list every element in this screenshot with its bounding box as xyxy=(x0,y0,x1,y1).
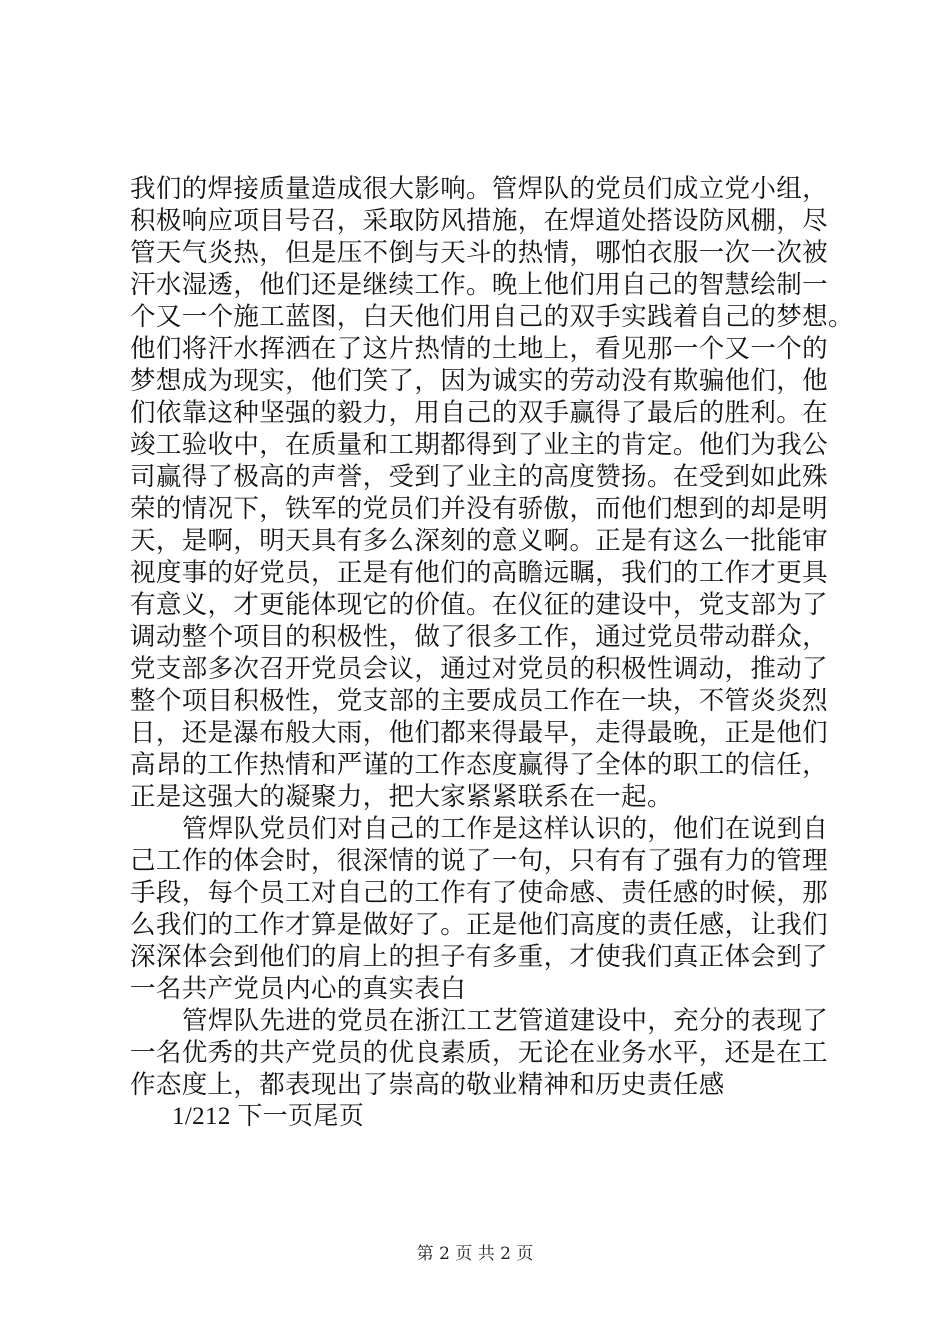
text-line: 我们的焊接质量造成很大影响。管焊队的党员们成立党小组， xyxy=(130,174,828,204)
document-body xyxy=(130,173,890,1133)
text-line: 调动整个项目的积极性，做了很多工作，通过党员带动群众， xyxy=(130,622,828,652)
last-page-link[interactable]: 尾页 xyxy=(313,1103,365,1130)
text-line: 荣的情况下，铁军的党员们并没有骄傲，而他们想到的却是明 xyxy=(130,494,828,524)
text-line: 一名共产党员内心的真实表白 xyxy=(130,974,467,1004)
text-line: 一名优秀的共产党员的优良素质，无论在业务水平，还是在工 xyxy=(130,1038,828,1068)
text-line: 汗水湿透，他们还是继续工作。晚上他们用自己的智慧绘制一 xyxy=(130,270,828,300)
text-line: 正是这强大的凝聚力，把大家紧紧联系在一起。 xyxy=(130,782,673,812)
text-line: 他们将汗水挥洒在了这片热情的土地上，看见那一个又一个的 xyxy=(130,334,828,364)
text-line: 司赢得了极高的声誉，受到了业主的高度赞扬。在受到如此殊 xyxy=(130,462,828,492)
text-line: 天，是啊，明天具有多么深刻的意义啊。正是有这么一批能审 xyxy=(130,526,828,556)
text-line: 手段，每个员工对自己的工作有了使命感、责任感的时候，那 xyxy=(130,878,828,908)
text-line: 高昂的工作热情和严谨的工作态度赢得了全体的职工的信任， xyxy=(130,750,828,780)
page-footer: 第 2 页 共 2 页 xyxy=(416,1244,534,1264)
text-line: 积极响应项目号召，采取防风措施，在焊道处搭设防风棚，尽 xyxy=(130,206,828,236)
text-line: 整个项目积极性，党支部的主要成员工作在一块，不管炎炎烈 xyxy=(130,686,828,716)
paragraph-start-line: 管焊队先进的党员在浙江工艺管道建设中，充分的表现了 xyxy=(182,1006,829,1036)
text-line: 个又一个施工蓝图，白天他们用自己的双手实践着自己的梦想。 xyxy=(130,302,854,332)
text-line: 日，还是瀑布般大雨，他们都来得最早，走得最晚，正是他们 xyxy=(130,718,828,748)
text-line: 么我们的工作才算是做好了。正是他们高度的责任感，让我们 xyxy=(130,910,828,940)
text-line: 视度事的好党员，正是有他们的高瞻远瞩，我们的工作才更具 xyxy=(130,558,828,588)
text-line: 己工作的体会时，很深情的说了一句，只有有了强有力的管理 xyxy=(130,846,828,876)
text-line: 有意义，才更能体现它的价值。在仪征的建设中，党支部为了 xyxy=(130,590,828,620)
page-count-text: 1/212 xyxy=(172,1103,231,1130)
next-page-link[interactable]: 下一页 xyxy=(237,1103,314,1130)
text-line: 们依靠这种坚强的毅力，用自己的双手赢得了最后的胜利。在 xyxy=(130,398,828,428)
text-line: 深深体会到他们的肩上的担子有多重，才使我们真正体会到了 xyxy=(130,942,828,972)
paragraph-start-line: 管焊队党员们对自己的工作是这样认识的，他们在说到自 xyxy=(182,814,829,844)
text-line: 管天气炎热，但是压不倒与天斗的热情，哪怕衣服一次一次被 xyxy=(130,238,828,268)
text-line: 作态度上，都表现出了崇高的敬业精神和历史责任感 xyxy=(130,1070,725,1100)
text-line: 梦想成为现实，他们笑了，因为诚实的劳动没有欺骗他们，他 xyxy=(130,366,828,396)
text-line: 党支部多次召开党员会议，通过对党员的积极性调动，推动了 xyxy=(130,654,828,684)
pagination-line xyxy=(130,1101,890,1133)
text-line: 竣工验收中，在质量和工期都得到了业主的肯定。他们为我公 xyxy=(130,430,828,460)
